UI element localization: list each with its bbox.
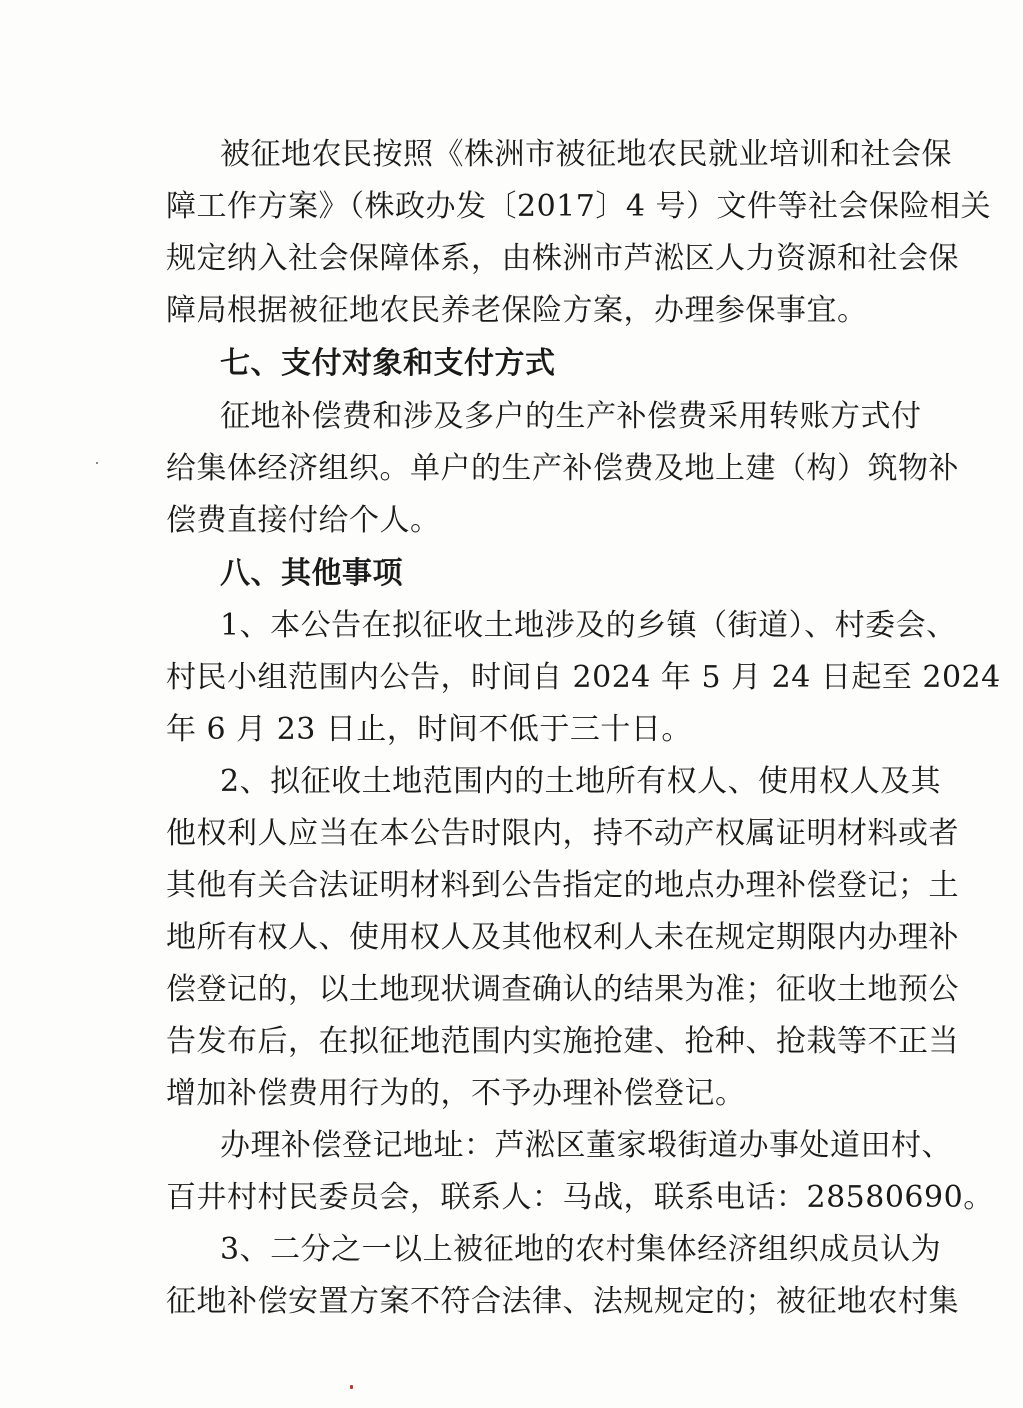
red-mark — [350, 1385, 353, 1389]
paragraph-line: 障工作方案》（株政办发〔2017〕4 号）文件等社会保险相关 — [166, 189, 991, 224]
paragraph-line: 增加补偿费用行为的，不予办理补偿登记。 — [166, 1076, 746, 1111]
paragraph-line: 3、二分之一以上被征地的农村集体经济组织成员认为 — [220, 1232, 942, 1267]
section-heading-8: 八、其他事项 — [220, 556, 403, 591]
paragraph-line: 百井村村民委员会，联系人：马战，联系电话：28580690。 — [166, 1180, 994, 1215]
paragraph-line: 其他有关合法证明材料到公告指定的地点办理补偿登记；土 — [166, 868, 959, 903]
paragraph-line: 1、本公告在拟征收土地涉及的乡镇（街道）、村委会、 — [220, 608, 957, 643]
paragraph-line: 年 6 月 23 日止，时间不低于三十日。 — [166, 712, 692, 747]
paragraph-line: 规定纳入社会保障体系，由株洲市芦淞区人力资源和社会保 — [166, 241, 959, 276]
paragraph-line: 被征地农民按照《株洲市被征地农民就业培训和社会保 — [220, 137, 952, 172]
paragraph-line: 给集体经济组织。单户的生产补偿费及地上建（构）筑物补 — [166, 451, 959, 486]
paragraph-line: 征地补偿安置方案不符合法律、法规规定的；被征地农村集 — [166, 1284, 959, 1319]
paragraph-line: 他权利人应当在本公告时限内，持不动产权属证明材料或者 — [166, 816, 959, 851]
paragraph-line: 地所有权人、使用权人及其他权利人未在规定期限内办理补 — [166, 920, 959, 955]
paragraph-line: 征地补偿费和涉及多户的生产补偿费采用转账方式付 — [220, 399, 922, 434]
paragraph-line: 2、拟征收土地范围内的土地所有权人、使用权人及其 — [220, 764, 942, 799]
paragraph-line: 障局根据被征地农民养老保险方案，办理参保事宜。 — [166, 293, 868, 328]
paragraph-line: 告发布后，在拟征地范围内实施抢建、抢种、抢栽等不正当 — [166, 1024, 959, 1059]
section-heading-7: 七、支付对象和支付方式 — [220, 346, 556, 381]
paragraph-line: 办理补偿登记地址：芦淞区董家塅街道办事处道田村、 — [220, 1128, 952, 1163]
scan-speck — [96, 462, 98, 464]
paragraph-line: 村民小组范围内公告，时间自 2024 年 5 月 24 日起至 2024 — [166, 660, 1001, 695]
paragraph-line: 偿登记的，以土地现状调查确认的结果为准；征收土地预公 — [166, 972, 959, 1007]
paragraph-line: 偿费直接付给个人。 — [166, 503, 441, 538]
